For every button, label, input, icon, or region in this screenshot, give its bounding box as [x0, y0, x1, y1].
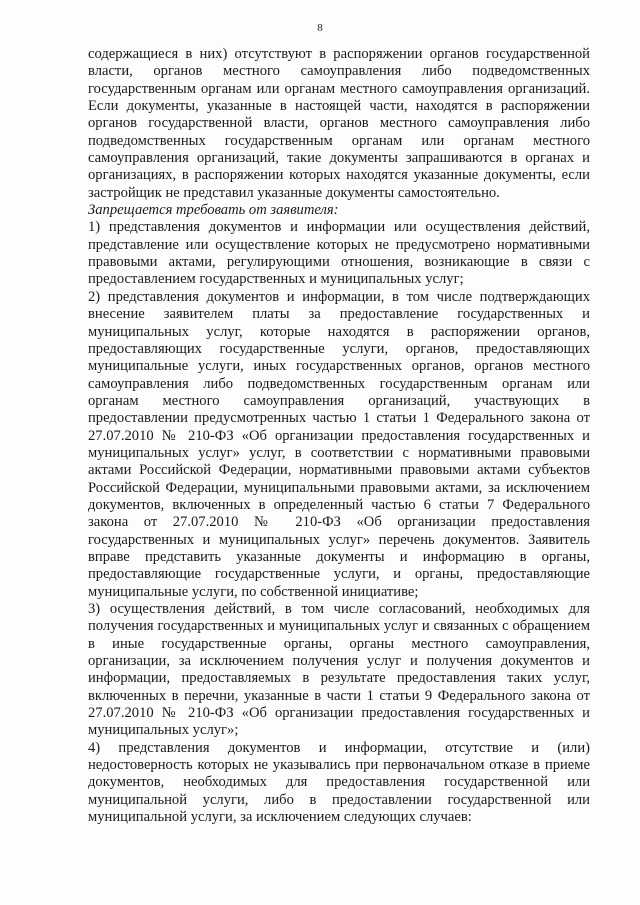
prohibition-heading: Запрещается требовать от заявителя:	[88, 202, 339, 219]
page-number: 8	[317, 22, 323, 34]
list-item-2: 2) представления документов и информации, в том числе подтверждающих внесение заявителем платы за предоставление государственных и муниципальных услуг, которые находятся в распоряжении органов, предоставляющих государственные услуги, органов, предоставляющих муниципальные услуги, иных государственных органов, органов местного самоуправления либо подведомственных государственным органам или органам местного самоуправления организаций, участвующих в предоставлении предусмотренных частью 1 статьи 1 Федерального закона от 27.07.2010 № 210-ФЗ «Об организации предоставления государственных и муниципальных услуг» услуг, в соответствии с нормативными правовыми актами Российской Федерации, нормативными правовыми актами субъектов Российской Федерации, муниципальными правовыми актами, за исключением документов, включенных в определенный частью 6 статьи 7 Федерального закона от 27.07.2010 № 210-ФЗ «Об организации предоставления государственных и муниципальных услуг» перечень документов. Заявитель вправе представить указанные документы и информацию в органы, предоставляющие государственные услуги, и органы, предоставляющие муниципальные услуги, по собственной инициативе;	[88, 288, 590, 600]
document-body	[88, 46, 590, 826]
paragraph-continuation: содержащиеся в них) отсутствуют в распоряжении органов государственной власти, органов местного самоуправления либо подведомственных государственным органам или органам местного самоуправления организаций. Если документы, указанные в настоящей части, находятся в распоряжении органов государственной власти, органов местного самоуправления либо подведомственных государственным органам или органам местного самоуправления организаций, такие документы запрашиваются в органах и организациях, в распоряжении которых находятся указанные документы, если застройщик не представил указанные документы самостоятельно.	[88, 46, 590, 201]
list-item-1: 1) представления документов и информации или осуществления действий, представление или осуществление которых не предусмотрено нормативными правовыми актами, регулирующими отношения, возникающие в связи с предоставлением государственных и муниципальных услуг;	[88, 219, 590, 288]
list-item-3: 3) осуществления действий, в том числе согласований, необходимых для получения государственных и муниципальных услуг и связанных с обращением в иные государственные органы, органы местного самоуправления, организации, за исключением получения услуг и получения документов и информации, предоставляемых в результате предоставления таких услуг, включенных в перечни, указанные в части 1 статьи 9 Федерального закона от 27.07.2010 № 210-ФЗ «Об организации предоставления государственных и муниципальных услуг»;	[88, 601, 590, 739]
list-item-4: 4) представления документов и информации, отсутствие и (или) недостоверность которых не указывались при первоначальном отказе в приеме документов, необходимых для предоставления государственной или муниципальной услуги, либо в предоставлении государственной или муниципальной услуги, за исключением следующих случаев:	[88, 739, 590, 826]
